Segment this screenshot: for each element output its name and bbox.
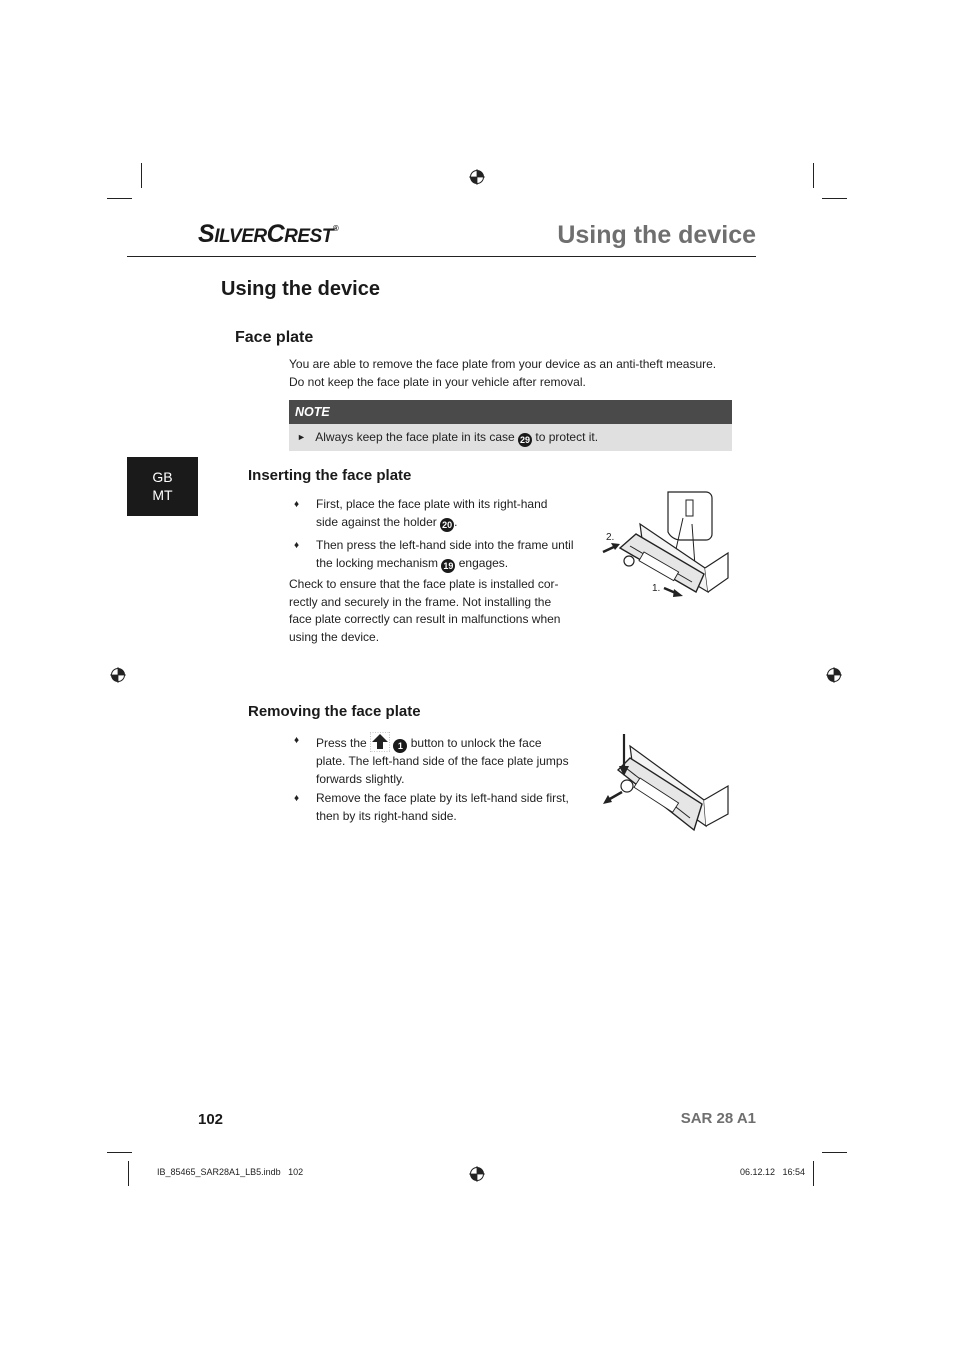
bullet-diamond-icon: ♦ (294, 735, 300, 746)
language-tab: GB MT (127, 457, 198, 516)
insert-face-plate-illustration (600, 488, 730, 603)
crop-mark (822, 1152, 847, 1153)
figure-step-label: 1. (652, 583, 661, 594)
inserting-heading: Inserting the face plate (248, 467, 412, 484)
print-slug-right: 06.12.12 16:54 (739, 1167, 805, 1177)
registration-mark-icon (110, 667, 126, 683)
brand-logo: SILVERCREST® (198, 220, 339, 248)
release-button-icon (370, 732, 390, 752)
crop-mark (822, 198, 847, 199)
face-plate-heading: Face plate (235, 329, 314, 346)
crop-mark (128, 1161, 129, 1186)
ref-number-badge: 19 (443, 560, 454, 571)
note-label: NOTE (289, 400, 732, 424)
section-title: Using the device (221, 278, 380, 300)
list-item: ♦ Then press the left-hand side into the frame until the locking mechanism 19 engages. (294, 538, 574, 571)
bullet-diamond-icon: ♦ (294, 499, 300, 510)
ref-number-badge: 29 (520, 435, 531, 445)
model-number: SAR 28 A1 (680, 1110, 756, 1127)
crop-mark (813, 1161, 814, 1186)
list-item: ♦ Press the 1 button to unlock the face plate. The left-hand side of the face plate jumps forwards slightly. (316, 732, 591, 788)
figure-step-label: 2. (606, 532, 615, 543)
crop-mark (107, 198, 132, 199)
print-slug-left: IB_85465_SAR28A1_LB5.indb 102 (157, 1167, 304, 1177)
page-number: 102 (198, 1111, 224, 1128)
ref-number-badge: 20 (442, 519, 453, 530)
bullet-diamond-icon: ♦ (294, 540, 300, 551)
crop-mark (813, 163, 814, 188)
ref-number-badge: 1 (393, 739, 407, 753)
face-plate-intro: You are able to remove the face plate from your device as an anti-theft measure. Do not keep the face plate in your vehicle after removal. (289, 357, 717, 389)
registration-mark-icon (469, 169, 485, 185)
list-item: ♦ Remove the face plate by its left-hand side first, then by its right-hand side. (294, 791, 569, 823)
header-title: Using the device (557, 221, 756, 249)
bullet-diamond-icon: ♦ (294, 793, 300, 804)
removing-heading: Removing the face plate (248, 703, 421, 720)
registration-mark-icon (826, 667, 842, 683)
check-paragraph: Check to ensure that the face plate is installed cor- rectly and securely in the frame. Not installing the face plate correctly can result in malfunctions when using the device. (289, 577, 561, 644)
note-body: ► Always keep the face plate in its case 29 to protect it. (289, 424, 732, 451)
header-divider (127, 256, 756, 257)
crop-mark (107, 1152, 132, 1153)
registration-mark-icon (469, 1166, 485, 1182)
remove-face-plate-illustration (600, 730, 730, 835)
list-item: ♦ First, place the face plate with its right-hand side against the holder 20 . (294, 497, 548, 530)
note-arrow-icon: ► (297, 432, 306, 442)
crop-mark (141, 163, 142, 188)
